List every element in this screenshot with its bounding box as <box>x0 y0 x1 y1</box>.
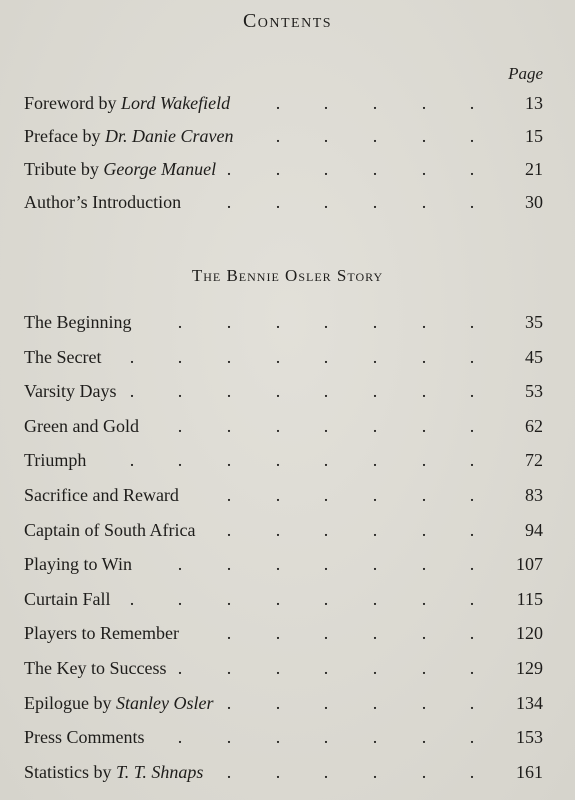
leader-dot: . <box>421 588 427 609</box>
toc-entry-author: George Manuel <box>103 159 217 179</box>
toc-entry <box>24 586 543 612</box>
leader-dot: . <box>421 346 427 367</box>
leader-dot: . <box>226 346 232 367</box>
leader-dot: . <box>469 623 475 644</box>
leader-dot: . <box>177 312 183 332</box>
leader-dot: . <box>372 159 378 179</box>
leader-dot: . <box>469 485 475 505</box>
toc-page-number: 62 <box>525 415 543 436</box>
leader-dot: . <box>275 346 281 367</box>
leader-dot: . <box>421 159 427 179</box>
leader-dot: . <box>177 346 183 367</box>
leader-dot: . <box>421 93 427 113</box>
leader-dot: . <box>226 192 232 212</box>
leader-dot: . <box>129 346 135 367</box>
leader-dot: . <box>226 554 232 575</box>
leader-dot: . <box>275 381 281 402</box>
leader-dot: . <box>323 346 329 367</box>
toc-entry-title: Sacrifice and Reward <box>24 485 179 505</box>
leader-dot: . <box>129 381 135 402</box>
toc-entry-author: Lord Wakefield <box>121 93 231 113</box>
toc-page-number: 94 <box>525 519 543 540</box>
leader-dot: . <box>372 554 378 575</box>
toc-entry-title: Players to Remember <box>24 623 179 644</box>
leader-dot: . <box>372 126 378 146</box>
leader-dot: . <box>372 415 378 436</box>
toc-entry-title: Playing to Win <box>24 554 132 575</box>
toc-page-number: 107 <box>516 554 543 575</box>
toc-entry-author: T. T. Shnaps <box>116 761 204 782</box>
leader-dot: . <box>372 519 378 540</box>
leader-dot: . <box>323 485 329 505</box>
toc-entry <box>24 309 543 335</box>
leader-dot: . <box>177 381 183 402</box>
leader-dot: . <box>177 450 183 471</box>
toc-page-number: 35 <box>525 312 543 332</box>
toc-entry <box>24 156 543 182</box>
toc-page-number: 120 <box>516 623 543 644</box>
toc-page-number: 13 <box>525 93 543 113</box>
leader-dot: . <box>275 623 281 644</box>
toc-page-number: 30 <box>525 192 543 212</box>
toc-page-number: 115 <box>516 588 543 609</box>
toc-page-number: 21 <box>525 159 543 179</box>
leader-dot: . <box>226 159 232 179</box>
toc-entry-title: Varsity Days <box>24 381 117 402</box>
leader-dot: . <box>323 588 329 609</box>
toc-entry-title: Tribute by George Manuel <box>24 159 217 179</box>
leader-dot: . <box>372 692 378 713</box>
leader-dot: . <box>421 519 427 540</box>
leader-dot: . <box>226 381 232 402</box>
toc-entry <box>24 123 543 149</box>
leader-dot: . <box>323 159 329 179</box>
toc-entry <box>24 413 543 439</box>
leader-dot: . <box>275 415 281 436</box>
leader-dot: . <box>372 727 378 748</box>
toc-page-number: 153 <box>516 727 543 748</box>
leader-dot: . <box>275 126 281 146</box>
toc-entry-title: Curtain Fall <box>24 588 111 609</box>
leader-dot: . <box>469 450 475 471</box>
toc-entry <box>24 690 543 716</box>
leader-dot: . <box>372 346 378 367</box>
leader-dot: . <box>421 126 427 146</box>
toc-entry-title: Epilogue by Stanley Osler <box>24 692 214 713</box>
leader-dot: . <box>469 761 475 782</box>
leader-dot: . <box>372 192 378 212</box>
leader-dot: . <box>469 312 475 332</box>
leader-dot: . <box>129 588 135 609</box>
leader-dot: . <box>275 485 281 505</box>
toc-entry-title: Triumph <box>24 450 87 471</box>
leader-dot: . <box>469 727 475 748</box>
leader-dot: . <box>275 450 281 471</box>
leader-dot: . <box>226 415 232 436</box>
leader-dot: . <box>469 692 475 713</box>
toc-page-number: 161 <box>516 761 543 782</box>
toc-entry <box>24 90 543 116</box>
leader-dot: . <box>275 554 281 575</box>
leader-dot: . <box>129 450 135 471</box>
toc-entry-title: Press Comments <box>24 727 145 748</box>
leader-dot: . <box>177 588 183 609</box>
leader-dot: . <box>421 727 427 748</box>
leader-dot: . <box>469 126 475 146</box>
leader-dot: . <box>469 588 475 609</box>
toc-entry <box>24 620 543 646</box>
leader-dot: . <box>275 159 281 179</box>
toc-entry <box>24 344 543 370</box>
leader-dot: . <box>275 312 281 332</box>
leader-dot: . <box>275 588 281 609</box>
toc-entry <box>24 759 543 785</box>
toc-entry <box>24 189 543 215</box>
leader-dot: . <box>421 554 427 575</box>
leader-dot: . <box>421 381 427 402</box>
leader-dot: . <box>323 93 329 113</box>
leader-dot: . <box>323 415 329 436</box>
leader-dot: . <box>323 192 329 212</box>
leader-dot: . <box>469 554 475 575</box>
leader-dot: . <box>421 485 427 505</box>
toc-entry <box>24 517 543 543</box>
leader-dot: . <box>323 126 329 146</box>
leader-dot: . <box>226 485 232 505</box>
toc-entry-title: Green and Gold <box>24 415 139 436</box>
toc-entry-title: Preface by Dr. Danie Craven <box>24 126 234 146</box>
leader-dot: . <box>177 658 183 678</box>
leader-dot: . <box>421 312 427 332</box>
leader-dot: . <box>275 761 281 782</box>
page-title: Contents <box>242 10 333 32</box>
toc-entry <box>24 447 543 473</box>
leader-dot: . <box>323 554 329 575</box>
leader-dot: . <box>177 727 183 748</box>
leader-dot: . <box>469 658 475 678</box>
toc-entry <box>24 724 543 750</box>
leader-dot: . <box>469 159 475 179</box>
leader-dot: . <box>469 93 475 113</box>
toc-entry <box>24 655 543 681</box>
leader-dot: . <box>275 192 281 212</box>
toc-page-number: 53 <box>525 381 543 402</box>
toc-entry-title: The Key to Success <box>24 658 167 678</box>
leader-dot: . <box>226 519 232 540</box>
leader-dot: . <box>226 658 232 678</box>
leader-dot: . <box>226 727 232 748</box>
leader-dot: . <box>372 658 378 678</box>
toc-entry-title: Foreword by Lord Wakefield <box>24 93 231 113</box>
leader-dot: . <box>275 658 281 678</box>
leader-dot: . <box>421 450 427 471</box>
toc-page-number: 72 <box>525 450 543 471</box>
leader-dot: . <box>323 727 329 748</box>
toc-entry-title: Author’s Introduction <box>24 192 182 212</box>
toc-entry-title: Captain of South Africa <box>24 519 196 540</box>
leader-dot: . <box>275 692 281 713</box>
leader-dot: . <box>226 692 232 713</box>
toc-entry <box>24 551 543 577</box>
leader-dot: . <box>421 658 427 678</box>
leader-dot: . <box>372 761 378 782</box>
toc-entry-author: Dr. Danie Craven <box>104 126 234 146</box>
toc-entry-title: The Beginning <box>24 312 132 332</box>
leader-dot: . <box>421 761 427 782</box>
leader-dot: . <box>372 588 378 609</box>
leader-dot: . <box>421 692 427 713</box>
leader-dot: . <box>469 381 475 402</box>
section-title: The Bennie Osler Story <box>191 266 384 285</box>
leader-dot: . <box>323 658 329 678</box>
leader-dot: . <box>469 192 475 212</box>
toc-page-number: 15 <box>525 126 543 146</box>
leader-dot: . <box>372 485 378 505</box>
toc-entry <box>24 482 543 508</box>
leader-dot: . <box>323 623 329 644</box>
leader-dot: . <box>421 415 427 436</box>
toc-entry-author: Stanley Osler <box>116 692 214 713</box>
leader-dot: . <box>226 588 232 609</box>
leader-dot: . <box>372 312 378 332</box>
leader-dot: . <box>469 519 475 540</box>
leader-dot: . <box>275 93 281 113</box>
leader-dot: . <box>323 692 329 713</box>
leader-dot: . <box>226 450 232 471</box>
leader-dot: . <box>421 192 427 212</box>
leader-dot: . <box>372 93 378 113</box>
page-column-header: Page <box>508 64 543 83</box>
toc-entry <box>24 378 543 404</box>
toc-entry-title: The Secret <box>24 346 102 367</box>
toc-page-number: 83 <box>525 485 543 505</box>
toc-page-number: 45 <box>525 346 543 367</box>
leader-dot: . <box>226 312 232 332</box>
leader-dot: . <box>372 450 378 471</box>
leader-dot: . <box>177 415 183 436</box>
leader-dot: . <box>372 623 378 644</box>
toc-page-number: 134 <box>516 692 543 713</box>
leader-dot: . <box>177 554 183 575</box>
leader-dot: . <box>323 761 329 782</box>
leader-dot: . <box>469 346 475 367</box>
toc-page-number: 129 <box>516 658 543 678</box>
leader-dot: . <box>226 761 232 782</box>
leader-dot: . <box>323 450 329 471</box>
leader-dot: . <box>372 381 378 402</box>
toc-entry-title: Statistics by T. T. Shnaps <box>24 761 204 782</box>
leader-dot: . <box>323 381 329 402</box>
leader-dot: . <box>226 623 232 644</box>
leader-dot: . <box>323 312 329 332</box>
leader-dot: . <box>275 727 281 748</box>
leader-dot: . <box>421 623 427 644</box>
leader-dot: . <box>469 415 475 436</box>
leader-dot: . <box>275 519 281 540</box>
leader-dot: . <box>323 519 329 540</box>
